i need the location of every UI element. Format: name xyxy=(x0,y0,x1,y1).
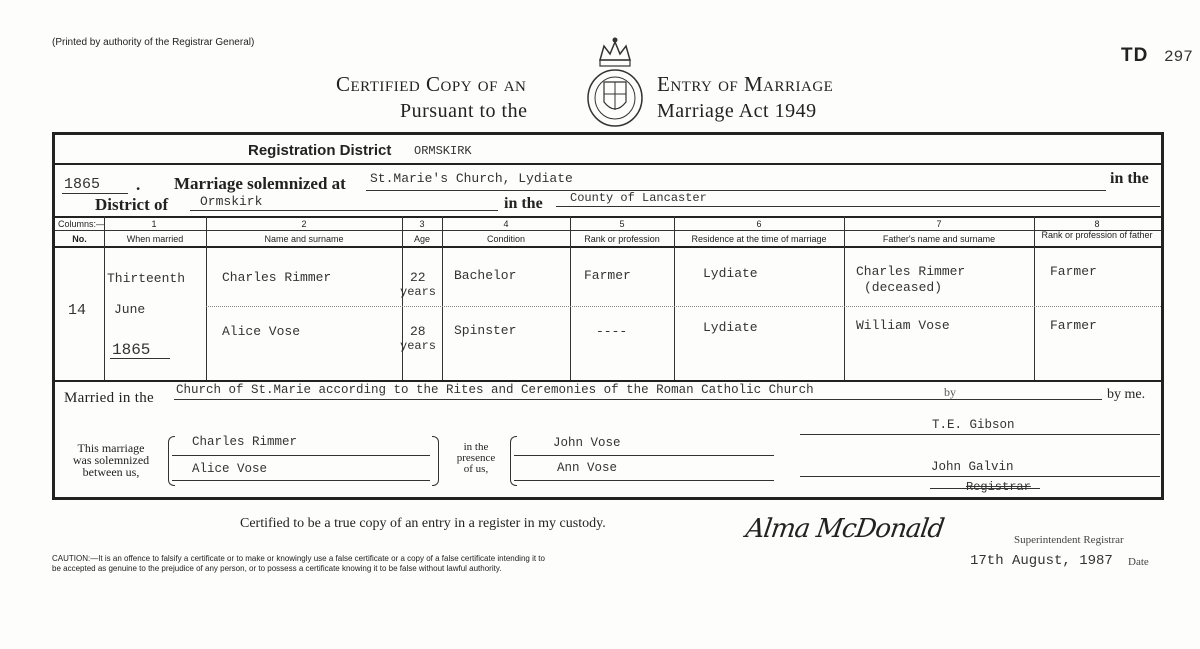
bride-rank: ---- xyxy=(596,324,628,339)
in-presence-of-us: in the presence of us, xyxy=(456,441,496,475)
header-name: Name and surname xyxy=(264,234,344,244)
party-2-name: Alice Vose xyxy=(192,462,268,476)
groom-age: 22 xyxy=(410,270,426,285)
in-the-label: in the xyxy=(1110,170,1149,187)
authority-note: (Printed by authority of the Registrar General) xyxy=(52,37,255,48)
date-label: Date xyxy=(1128,556,1149,568)
groom-father-rank: Farmer xyxy=(1050,264,1097,279)
royal-crest-icon xyxy=(582,36,648,128)
header-father-rank: Rank or profession of father xyxy=(1041,230,1153,240)
header-condition: Condition xyxy=(486,234,526,244)
groom-condition: Bachelor xyxy=(454,268,517,283)
county-value: County of Lancaster xyxy=(570,191,707,205)
title-right-line-2: Marriage Act 1949 xyxy=(657,100,817,122)
groom-name: Charles Rimmer xyxy=(222,270,332,285)
header-residence: Residence at the time of marriage xyxy=(691,234,827,244)
bride-father: William Vose xyxy=(856,318,950,333)
title-left-line-2: Pursuant to the xyxy=(400,100,528,122)
solemnized-label: Marriage solemnized at xyxy=(174,174,346,193)
bride-name: Alice Vose xyxy=(222,324,301,339)
ref-number: 297 xyxy=(1164,48,1193,66)
entry-date-day: Thirteenth xyxy=(107,271,186,286)
witness-2-name: Ann Vose xyxy=(557,461,618,475)
officiant-name: T.E. Gibson xyxy=(932,418,1015,432)
solemnized-between: This marriage was solemnized between us, xyxy=(72,441,150,479)
groom-age-unit: years xyxy=(400,285,437,299)
registrar-name: John Galvin xyxy=(931,460,1014,474)
district-of-label: District of xyxy=(95,195,169,214)
certificate-date: 17th August, 1987 xyxy=(970,553,1113,569)
header-father: Father's name and surname xyxy=(882,234,996,244)
bride-condition: Spinster xyxy=(454,323,517,338)
by-label: by xyxy=(944,385,956,399)
ref-code: TD xyxy=(1121,45,1149,66)
ceremony-text: Church of St.Marie according to the Rites and Ceremonies of the Roman Catholic Church xyxy=(176,383,814,397)
married-in-label: Married in the xyxy=(64,390,155,406)
marriage-year: 1865 xyxy=(64,176,101,193)
registration-district-value: ORMSKIRK xyxy=(414,144,472,158)
groom-residence: Lydiate xyxy=(703,266,758,281)
by-me-label: by me. xyxy=(1107,387,1146,402)
bride-age-unit: years xyxy=(400,339,437,353)
groom-rank: Farmer xyxy=(584,268,631,283)
registrar-signature: Alma McDonald xyxy=(743,514,946,544)
marriage-place: St.Marie's Church, Lydiate xyxy=(370,171,573,186)
bride-residence: Lydiate xyxy=(703,320,758,335)
groom-father: Charles Rimmer xyxy=(856,264,966,279)
registration-district-label: Registration District xyxy=(248,142,392,159)
header-age: Age xyxy=(413,234,430,244)
entry-number: 14 xyxy=(68,302,87,319)
in-the-label-2: in the xyxy=(504,195,543,212)
entry-date-year: 1865 xyxy=(112,341,151,359)
header-no: No. xyxy=(72,234,87,244)
certified-statement: Certified to be a true copy of an entry in a register in my custody. xyxy=(240,516,606,531)
groom-father-note: (deceased) xyxy=(864,280,943,295)
title-right-line-1: Entry of Marriage xyxy=(657,72,834,96)
header-rank: Rank or profession xyxy=(584,234,660,244)
title-left-line-1: Certified Copy of an xyxy=(336,72,527,96)
entry-date-month: June xyxy=(114,302,146,317)
party-1-name: Charles Rimmer xyxy=(192,435,298,449)
registrar-label: Registrar xyxy=(966,480,1031,494)
bride-father-rank: Farmer xyxy=(1050,318,1097,333)
bride-age: 28 xyxy=(410,324,426,339)
caution-text: CAUTION:—It is an offence to falsify a certificate or to make or knowingly use a false certificate or a copy of a false certificate intending it to be accepted as genuine to the prejudice of any person, or to possess a certificate knowing it to be false without lawful authority. xyxy=(52,554,545,573)
columns-label: Columns:— xyxy=(58,219,106,229)
witness-1-name: John Vose xyxy=(553,436,621,450)
header-when-married: When married xyxy=(126,234,184,244)
district-value: Ormskirk xyxy=(200,194,263,209)
superintendent-label: Superintendent Registrar xyxy=(1014,534,1124,546)
